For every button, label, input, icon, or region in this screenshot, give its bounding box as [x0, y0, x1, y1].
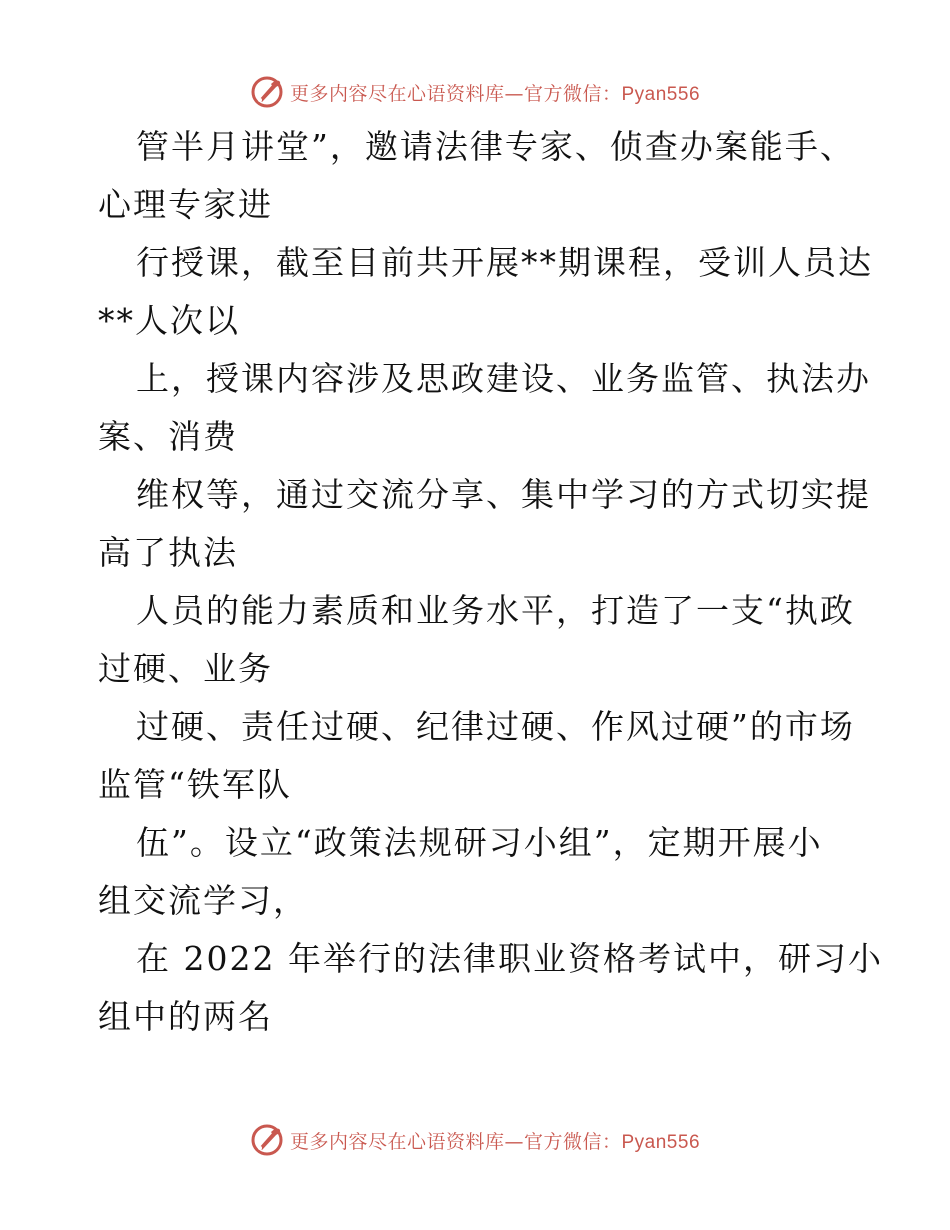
watermark-main-text: 更多内容尽在心语资料库—官方微信： [289, 82, 622, 105]
header-watermark [0, 72, 950, 112]
paragraph-line: 行授课，截至目前共开展**期课程，受训人员达 [136, 243, 873, 282]
paragraph-line: **人次以 [98, 301, 240, 340]
paragraph-line: 过硬、业务 [98, 649, 273, 688]
paragraph-line: 案、消费 [98, 417, 238, 456]
paragraph-line: 心理专家进 [98, 185, 273, 224]
paragraph-line: 管半月讲堂”，邀请法律专家、侦查办案能手、 [136, 127, 855, 166]
quill-circle-icon [250, 75, 284, 109]
paragraph-line: 在 2022 年举行的法律职业资格考试中，研习小 [136, 939, 883, 978]
watermark-main-text: 更多内容尽在心语资料库—官方微信： [289, 1130, 622, 1153]
paragraph-line: 上，授课内容涉及思政建设、业务监管、执法办 [136, 359, 871, 398]
footer-watermark [0, 1120, 950, 1160]
quill-circle-icon [250, 1123, 284, 1157]
paragraph-line: 维权等，通过交流分享、集中学习的方式切实提 [136, 475, 871, 514]
paragraph-line: 组交流学习， [98, 881, 308, 920]
paragraph-line: 伍”。设立“政策法规研习小组”，定期开展小 [136, 823, 823, 862]
paragraph-line: 过硬、责任过硬、纪律过硬、作风过硬”的市场 [136, 707, 855, 746]
watermark-text [290, 79, 700, 106]
watermark-text [290, 1127, 700, 1154]
paragraph-line: 监管“铁军队 [98, 765, 292, 804]
paragraph-line: 人员的能力素质和业务水平，打造了一支“执政 [136, 591, 855, 630]
watermark-wechat-id: Pyan556 [621, 1131, 701, 1153]
paragraph-line: 高了执法 [98, 533, 238, 572]
paragraph-line: 组中的两名 [98, 997, 273, 1036]
watermark-wechat-id: Pyan556 [621, 83, 701, 105]
